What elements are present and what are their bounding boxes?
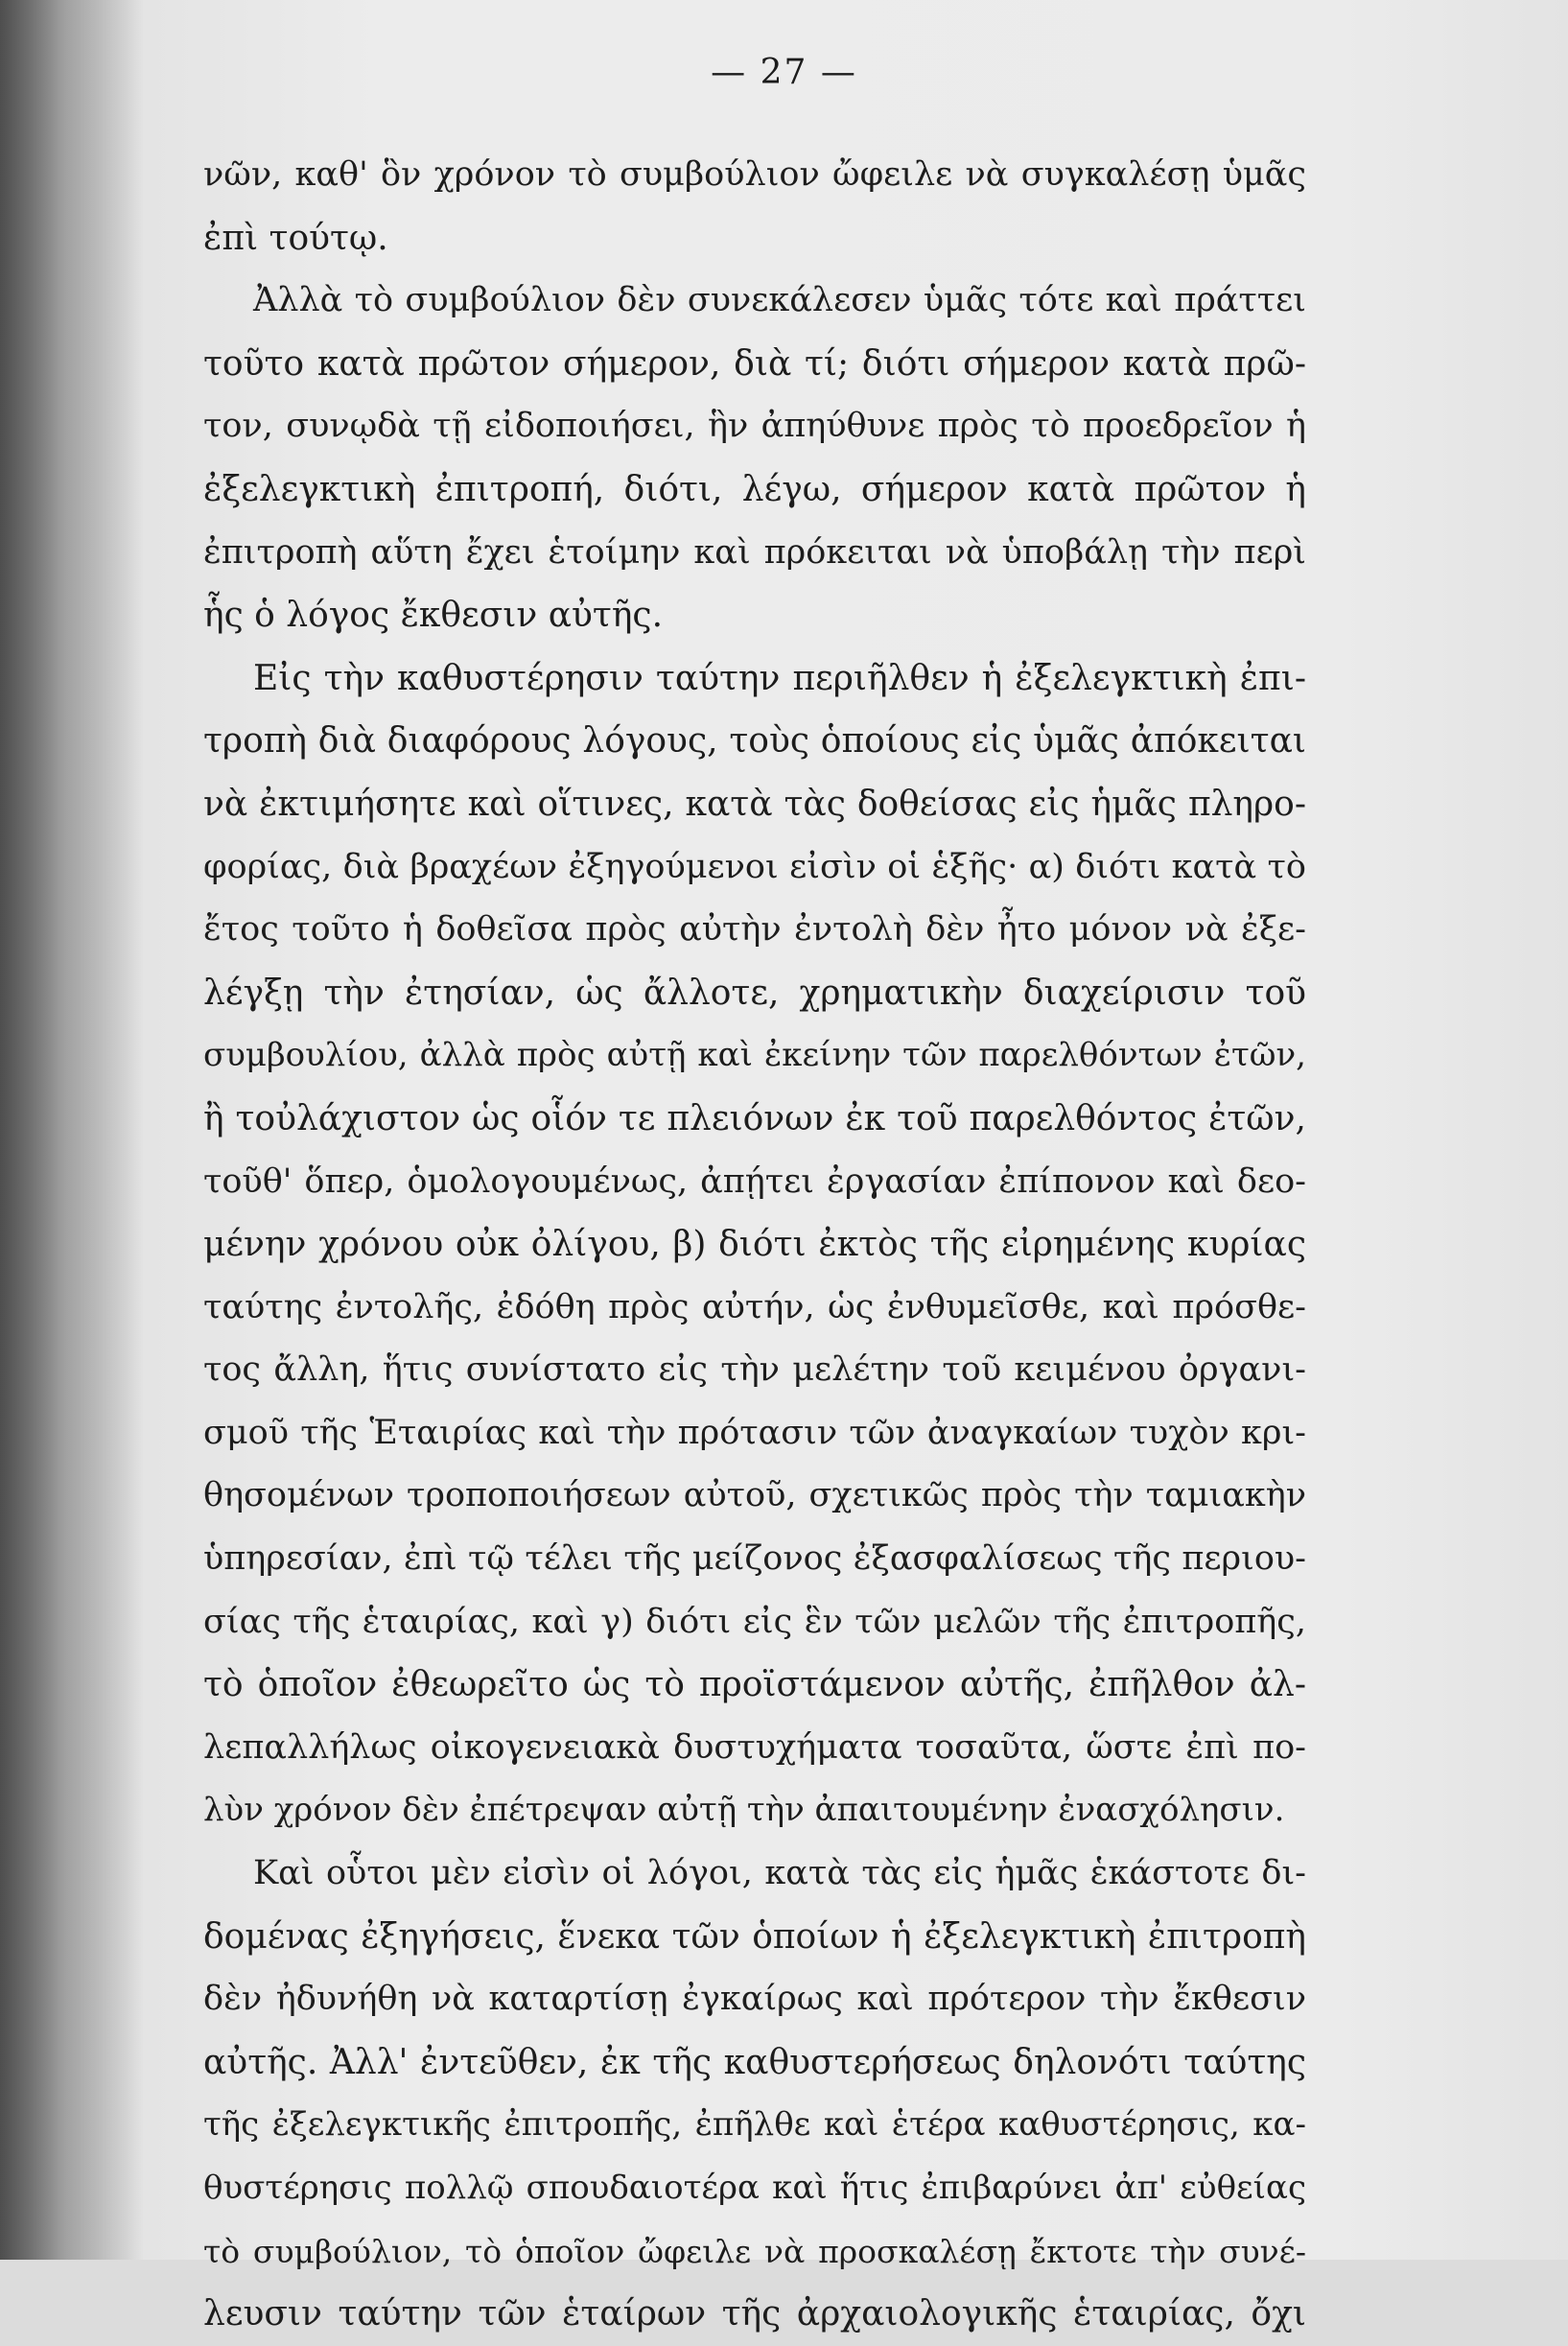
text-line: θυστέρησις πολλῷ σπουδαιοτέρα καὶ ἥτις ἐπιβαρύνει ἀπ' εὐθείας <box>203 2169 1306 2207</box>
text-line: ταύτης ἐντολῆς, ἐδόθη πρὸς αὐτήν, ὡς ἐνθυμεῖσθε, καὶ πρόσθε- <box>203 1287 1306 1326</box>
text-line: λεπαλλήλως οἰκογενειακὰ δυστυχήματα τοσαῦτα, ὥστε ἐπὶ πο- <box>203 1727 1306 1767</box>
text-line: λέγξῃ τὴν ἐτησίαν, ὡς ἄλλοτε, χρηματικὴν διαχείρισιν τοῦ <box>203 973 1306 1013</box>
text-line: ὑπηρεσίαν, ἐπὶ τῷ τέλει τῆς μείζονος ἐξασφαλίσεως τῆς περιου- <box>203 1539 1306 1579</box>
text-line: σίας τῆς ἑταιρίας, καὶ γ) διότι εἰς ἓν τῶν μελῶν τῆς ἐπιτροπῆς, <box>203 1602 1306 1641</box>
text-line: Ἀλλὰ τὸ συμβούλιον δὲν συνεκάλεσεν ὑμᾶς τότε καὶ πράττει <box>253 281 1306 320</box>
text-line: Εἰς τὴν καθυστέρησιν ταύτην περιῆλθεν ἡ ἐξελεγκτικὴ ἐπι- <box>253 658 1306 698</box>
text-line: δὲν ἠδυνήθη νὰ καταρτίσῃ ἐγκαίρως καὶ πρότερον τὴν ἔκθεσιν <box>203 1980 1306 2019</box>
text-line: θησομένων τροποποιήσεων αὐτοῦ, σχετικῶς πρὸς τὴν ταμιακὴν <box>203 1476 1306 1515</box>
text-line: τὸ συμβούλιον, τὸ ὁποῖον ὤφειλε νὰ προσκαλέσῃ ἔκτοτε τὴν συνέ- <box>203 2232 1306 2270</box>
text-line: νὰ ἐκτιμήσητε καὶ οἵτινες, κατὰ τὰς δοθείσας εἰς ἡμᾶς πληρο- <box>203 784 1306 824</box>
text-line: μένην χρόνου οὐκ ὀλίγου, β) διότι ἐκτὸς τῆς εἰρημένης κυρίας <box>203 1225 1306 1265</box>
text-line: ἔτος τοῦτο ἡ δοθεῖσα πρὸς αὐτὴν ἐντολὴ δὲν ἦτο μόνον νὰ ἐξε- <box>203 910 1306 950</box>
text-line: ἐπὶ τούτῳ. <box>203 218 388 258</box>
text-line: τον, συνῳδὰ τῇ εἰδοποιήσει, ἣν ἀπηύθυνε πρὸς τὸ προεδρεῖον ἡ <box>203 407 1306 446</box>
text-line: αὐτῆς. Ἀλλ' ἐντεῦθεν, ἐκ τῆς καθυστερήσεως δηλονότι ταύτης <box>203 2042 1306 2082</box>
text-line: ἐπιτροπὴ αὕτη ἔχει ἑτοίμην καὶ πρόκειται νὰ ὑποβάλῃ τὴν περὶ <box>203 532 1306 572</box>
text-line: ἧς ὁ λόγος ἔκθεσιν αὐτῆς. <box>203 596 664 636</box>
text-line: τοῦθ' ὅπερ, ὁμολογουμένως, ἀπῄτει ἐργασίαν ἐπίπονον καὶ δεο- <box>203 1161 1306 1201</box>
text-line: ἢ τοὐλάχιστον ὡς οἷόν τε πλειόνων ἐκ τοῦ παρελθόντος ἐτῶν, <box>203 1098 1306 1138</box>
text-line: συμβουλίου, ἀλλὰ πρὸς αὐτῇ καὶ ἐκείνην τῶν παρελθόντων ἐτῶν, <box>203 1036 1306 1075</box>
text-line: Καὶ οὗτοι μὲν εἰσὶν οἱ λόγοι, κατὰ τὰς εἰς ἡμᾶς ἑκάστοτε δι- <box>253 1854 1306 1893</box>
body-text <box>203 144 1306 2346</box>
text-line: σμοῦ τῆς Ἑταιρίας καὶ τὴν πρότασιν τῶν ἀναγκαίων τυχὸν κρι- <box>203 1413 1306 1452</box>
spine-shadow <box>0 0 144 2260</box>
text-line: τροπὴ διὰ διαφόρους λόγους, τοὺς ὁποίους εἰς ὑμᾶς ἀπόκειται <box>203 721 1306 762</box>
text-line: λὺν χρόνον δὲν ἐπέτρεψαν αὐτῇ τὴν ἀπαιτουμένην ἐνασχόλησιν. <box>203 1791 1285 1830</box>
text-line: τοῦτο κατὰ πρῶτον σήμερον, διὰ τί; διότι σήμερον κατὰ πρῶ- <box>203 343 1306 384</box>
text-line: τὸ ὁποῖον ἐθεωρεῖτο ὡς τὸ προϊστάμενον αὐτῆς, ἐπῆλθον ἀλ- <box>203 1665 1306 1705</box>
text-line: τῆς ἐξελεγκτικῆς ἐπιτροπῆς, ἐπῆλθε καὶ ἑτέρα καθυστέρησις, κα- <box>203 2105 1306 2145</box>
text-line: ἐξελεγκτικὴ ἐπιτροπή, διότι, λέγω, σήμερον κατὰ πρῶτον ἡ <box>203 469 1306 509</box>
text-line: νῶν, καθ' ὃν χρόνον τὸ συμβούλιον ὤφειλε νὰ συγκαλέσῃ ὑμᾶς <box>203 155 1306 194</box>
text-line: τος ἄλλη, ἥτις συνίστατο εἰς τὴν μελέτην τοῦ κειμένου ὀργανι- <box>203 1350 1306 1390</box>
text-line: φορίας, διὰ βραχέων ἐξηγούμενοι εἰσὶν οἱ ἑξῆς· α) διότι κατὰ τὸ <box>203 847 1306 886</box>
text-line: δομένας ἐξηγήσεις, ἕνεκα τῶν ὁποίων ἡ ἐξελεγκτικὴ ἐπιτροπὴ <box>203 1916 1306 1957</box>
text-line: λευσιν ταύτην τῶν ἑταίρων τῆς ἀρχαιολογικῆς ἑταιρίας, ὄχι <box>203 2294 1306 2334</box>
page-number: — 27 — <box>711 53 857 92</box>
